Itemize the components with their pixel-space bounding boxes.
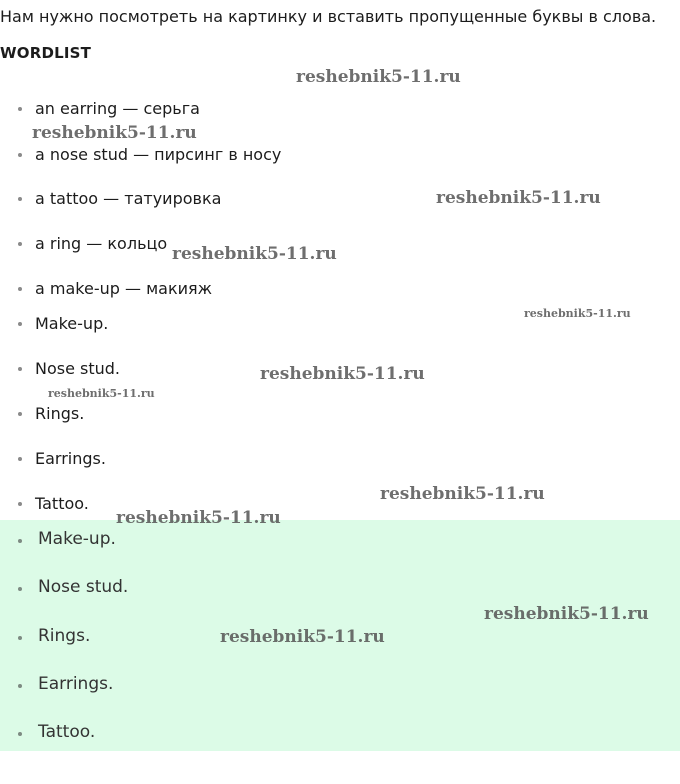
bullet-icon	[18, 107, 22, 111]
list-item-text: Rings.	[35, 404, 85, 423]
watermark: reshebnik5-11.ru	[436, 188, 601, 208]
bullet-icon	[18, 732, 22, 736]
list-item-text: a make-up — макияж	[35, 279, 213, 298]
watermark: reshebnik5-11.ru	[220, 627, 385, 647]
watermark: reshebnik5-11.ru	[484, 604, 649, 624]
bullet-icon	[18, 367, 22, 371]
watermark: reshebnik5-11.ru	[524, 307, 631, 320]
answer-text: Rings.	[38, 626, 91, 646]
bullet-icon	[18, 636, 22, 640]
watermark: reshebnik5-11.ru	[32, 123, 197, 143]
watermark: reshebnik5-11.ru	[296, 67, 461, 87]
bullet-icon	[18, 684, 22, 688]
answer-text: Nose stud.	[38, 577, 129, 597]
list-item-text: Make-up.	[35, 314, 109, 333]
bullet-icon	[18, 242, 22, 246]
bullet-icon	[18, 322, 22, 326]
wordlist-heading: WORDLIST	[0, 44, 92, 62]
answer-text: Tattoo.	[38, 722, 96, 742]
watermark: reshebnik5-11.ru	[48, 387, 155, 400]
bullet-icon	[18, 153, 22, 157]
intro-text: Нам нужно посмотреть на картинку и вставить пропущенные буквы в слова.	[0, 7, 657, 26]
bullet-icon	[18, 502, 22, 506]
bullet-icon	[18, 287, 22, 291]
watermark: reshebnik5-11.ru	[172, 244, 337, 264]
bullet-icon	[18, 457, 22, 461]
watermark: reshebnik5-11.ru	[380, 484, 545, 504]
list-item-text: a ring — кольцо	[35, 234, 168, 253]
list-item-text: a tattoo — татуировка	[35, 189, 222, 208]
watermark: reshebnik5-11.ru	[116, 508, 281, 528]
bullet-icon	[18, 197, 22, 201]
list-item-text: Nose stud.	[35, 359, 121, 378]
list-item-text: a nose stud — пирсинг в носу	[35, 145, 282, 164]
list-item-text: Earrings.	[35, 449, 106, 468]
bullet-icon	[18, 412, 22, 416]
answer-text: Earrings.	[38, 674, 114, 694]
bullet-icon	[18, 539, 22, 543]
watermark: reshebnik5-11.ru	[260, 364, 425, 384]
list-item-text: an earring — серьга	[35, 99, 200, 118]
answer-text: Make-up.	[38, 529, 116, 549]
bullet-icon	[18, 587, 22, 591]
list-item-text: Tattoo.	[35, 494, 89, 513]
